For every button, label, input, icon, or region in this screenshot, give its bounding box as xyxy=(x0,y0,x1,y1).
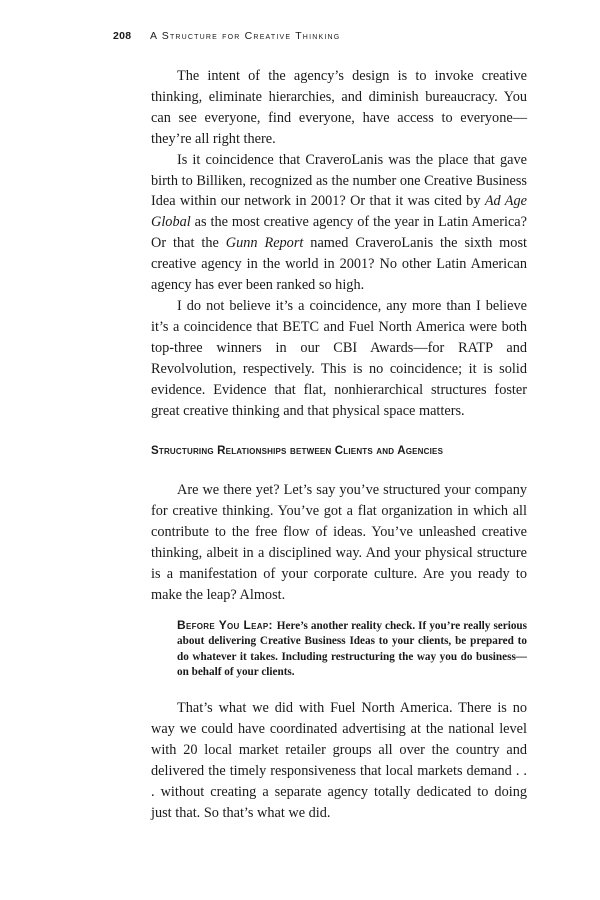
running-title: A Structure for Creative Thinking xyxy=(150,30,341,42)
running-head xyxy=(113,30,533,44)
paragraph-agency-design: The intent of the agency’s design is to invoke creative thinking, eliminate hierarchies, and diminish bureaucracy. You can see everyone, find everyone, have access to everyone—they’re all right there. xyxy=(151,68,527,147)
paragraph-evidence: I do not believe it’s a coincidence, any more than I believe it’s a coincidence that BETC and Fuel North America were both top-three winners in our CBI Awards—for RATP and Revolvolution, respectively. This is no coincidence; it is solid evidence. Evidence that flat, nonhierarchical structures foster great creative thinking and that physical space matters. xyxy=(151,297,527,419)
paragraph-coincidence-question xyxy=(151,150,527,296)
publication-title: Ad Age Global xyxy=(151,193,527,231)
page-number: 208 xyxy=(113,30,132,42)
paragraph-text: Is it coincidence that CraveroLanis was the place that gave birth to Billiken, recognized as the number one Creative Business Idea within our network in 2001? Or that it was cited by xyxy=(151,151,527,210)
paragraph-are-we-there-yet: Are we there yet? Let’s say you’ve structured your company for creative thinking. You’ve got a flat organization in which all contribute to the free flow of ideas. You’ve unleashed creative thinking, albeit in a disciplined way. And your physical structure is a manifestation of your corporate culture. Are you ready to make the leap? Almost. xyxy=(151,482,527,603)
paragraph-text: as the most creative agency of the year in Latin America? Or that the xyxy=(151,214,527,252)
publication-title: Gunn Report xyxy=(225,235,304,252)
callout-label: Before You Leap: xyxy=(177,617,273,632)
paragraph-text: named CraveroLanis the sixth most creative agency in the world in 2001? No other Latin American agency has ever been ranked so high. xyxy=(151,235,527,294)
paragraph-fuel-north-america: That’s what we did with Fuel North America. There is no way we could have coordinated advertising at the national level with 20 local market retailer groups all over the country and delivered the timely responsiveness that local markets demand . . . without creating a separate agency totally dedicated to doing just that. So that’s what we did. xyxy=(151,700,527,821)
body-text xyxy=(151,66,527,824)
callout-text: Here’s another reality check. If you’re really serious about delivering Creative Business Ideas to your clients, be prepared to do whatever it takes. Including restructuring the way you do business—on behalf of your clients. xyxy=(177,619,528,678)
callout-before-you-leap xyxy=(177,618,527,681)
section-heading: Structuring Relationships between Clients and Agencies xyxy=(151,445,444,458)
